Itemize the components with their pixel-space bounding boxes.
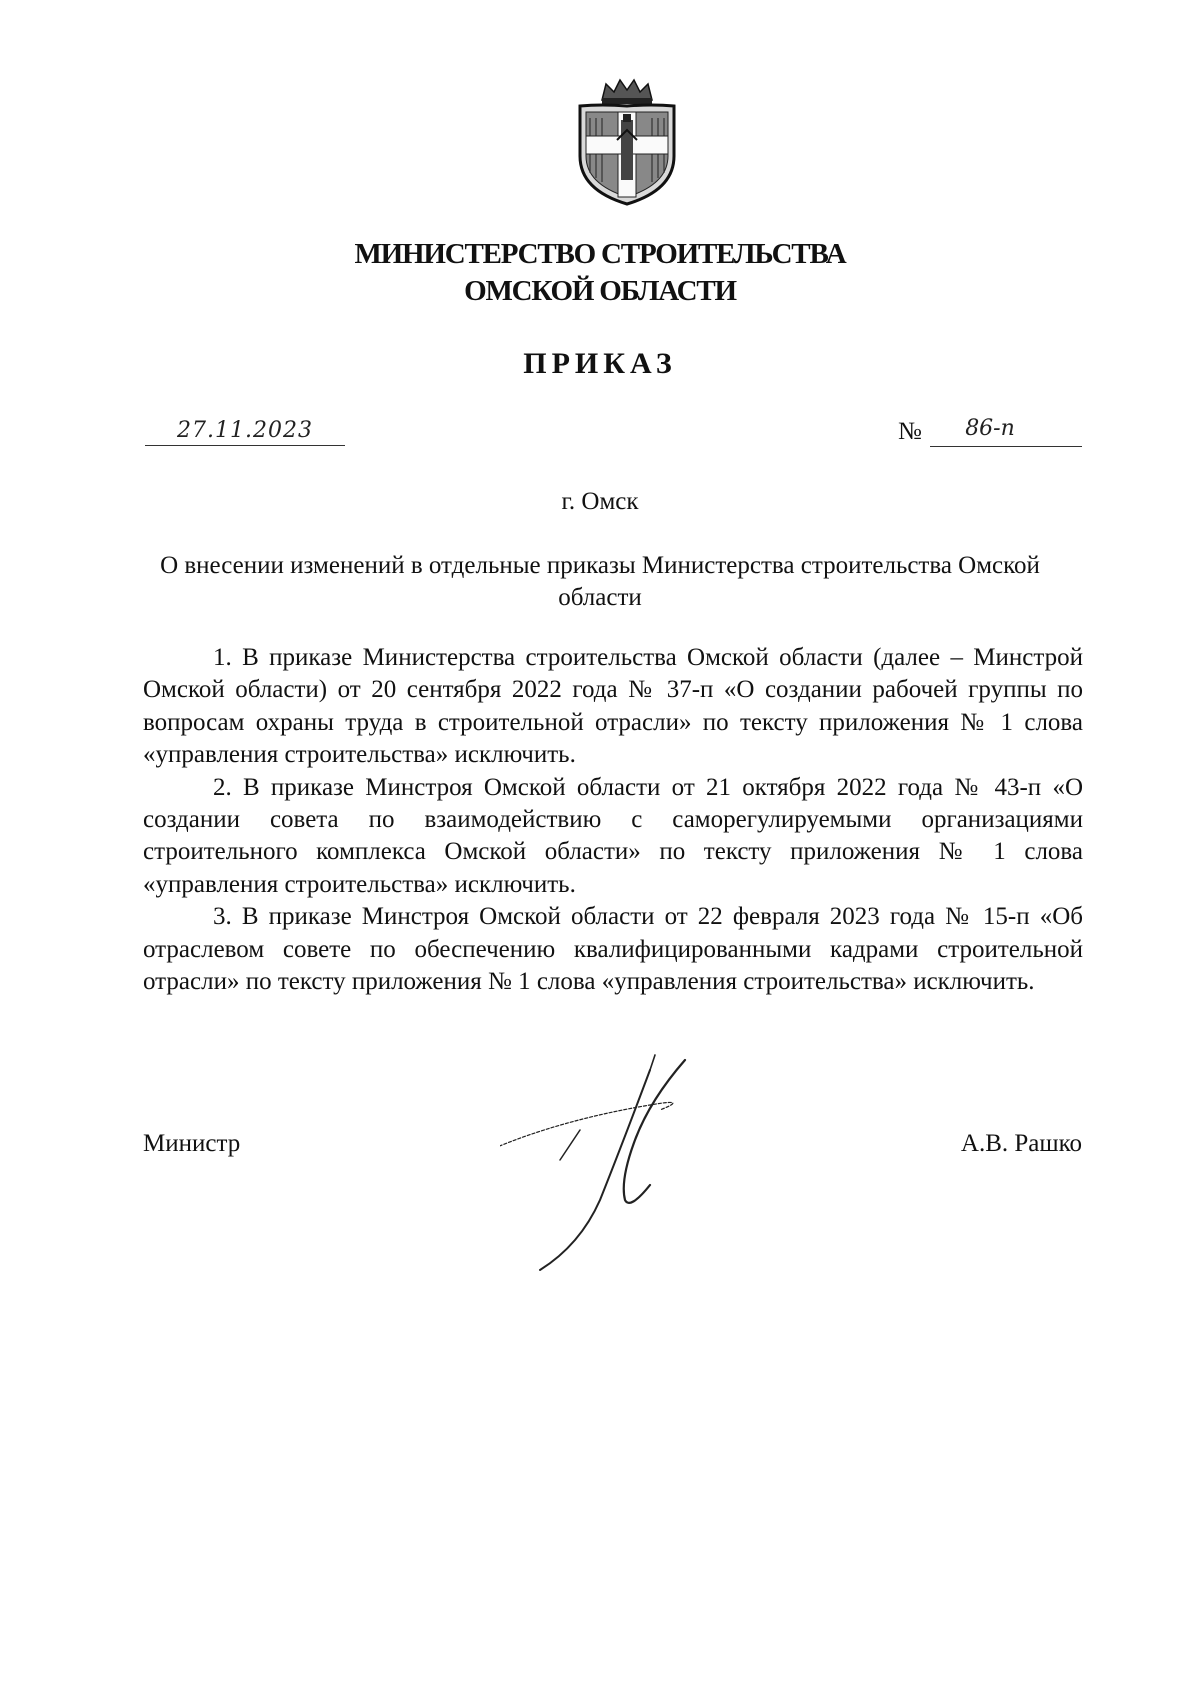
document-date: 27.11.2023 [177,418,313,443]
document-body [143,642,1083,998]
body-paragraph-1: 1. В приказе Министерства строительства Омской области (далее – Минстрой Омской области) от 20 сентября 2022 года № 37-п «О создании рабочей группы по вопросам охраны труда в строительной отрасли» по тексту приложения № 1 слова «управления строительства» исключить. [143,644,1083,769]
document-type-title: ПРИКАЗ [523,347,677,380]
document-subject: О внесении изменений в отдельные приказы Министерства строительства Омской области [160,552,1040,611]
handwritten-signature [500,1030,760,1290]
document-number: 86-п [965,416,1015,441]
date-underline [145,445,345,446]
number-label: № [898,418,922,445]
organization-name-line2: ОМСКОЙ ОБЛАСТИ [464,275,736,307]
organization-name-line1: МИНИСТЕРСТВО СТРОИТЕЛЬСТВА [354,238,846,270]
number-underline [930,446,1082,447]
signer-position: Министр [143,1130,241,1157]
body-paragraph-2: 2. В приказе Минстроя Омской области от 21 октября 2022 года № 43-п «О создании совета по взаимодействию с саморегулируемыми организациями строительного комплекса Омской области» по тексту приложения № 1 слова «управления строительства» исключить. [143,773,1083,898]
coat-of-arms-emblem [572,78,682,208]
city-line: г. Омск [561,488,639,515]
body-paragraph-3: 3. В приказе Минстроя Омской области от 22 февраля 2023 года № 15-п «Об отраслевом совете по обеспечению квалифицированными кадрами строительной отрасли» по тексту приложения № 1 слова «управления строительства» исключить. [143,903,1083,996]
signer-name: А.В. Рашко [960,1130,1082,1157]
